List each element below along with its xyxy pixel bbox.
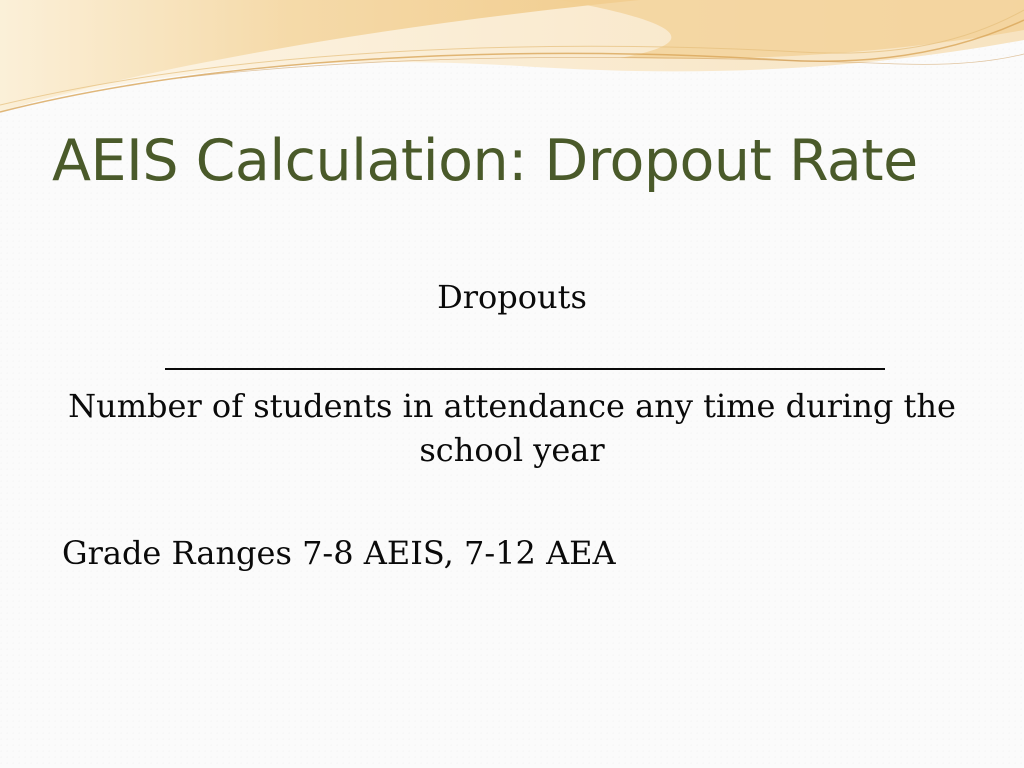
slide-title: AEIS Calculation: Dropout Rate	[52, 128, 918, 194]
formula-denominator: Number of students in attendance any time during the school year	[68, 387, 956, 469]
grade-ranges-text: Grade Ranges 7-8 AEIS, 7-12 AEA	[62, 534, 616, 572]
fraction-bar	[165, 368, 885, 370]
decorative-swoosh	[0, 0, 1024, 130]
formula-numerator: Dropouts	[437, 278, 587, 316]
